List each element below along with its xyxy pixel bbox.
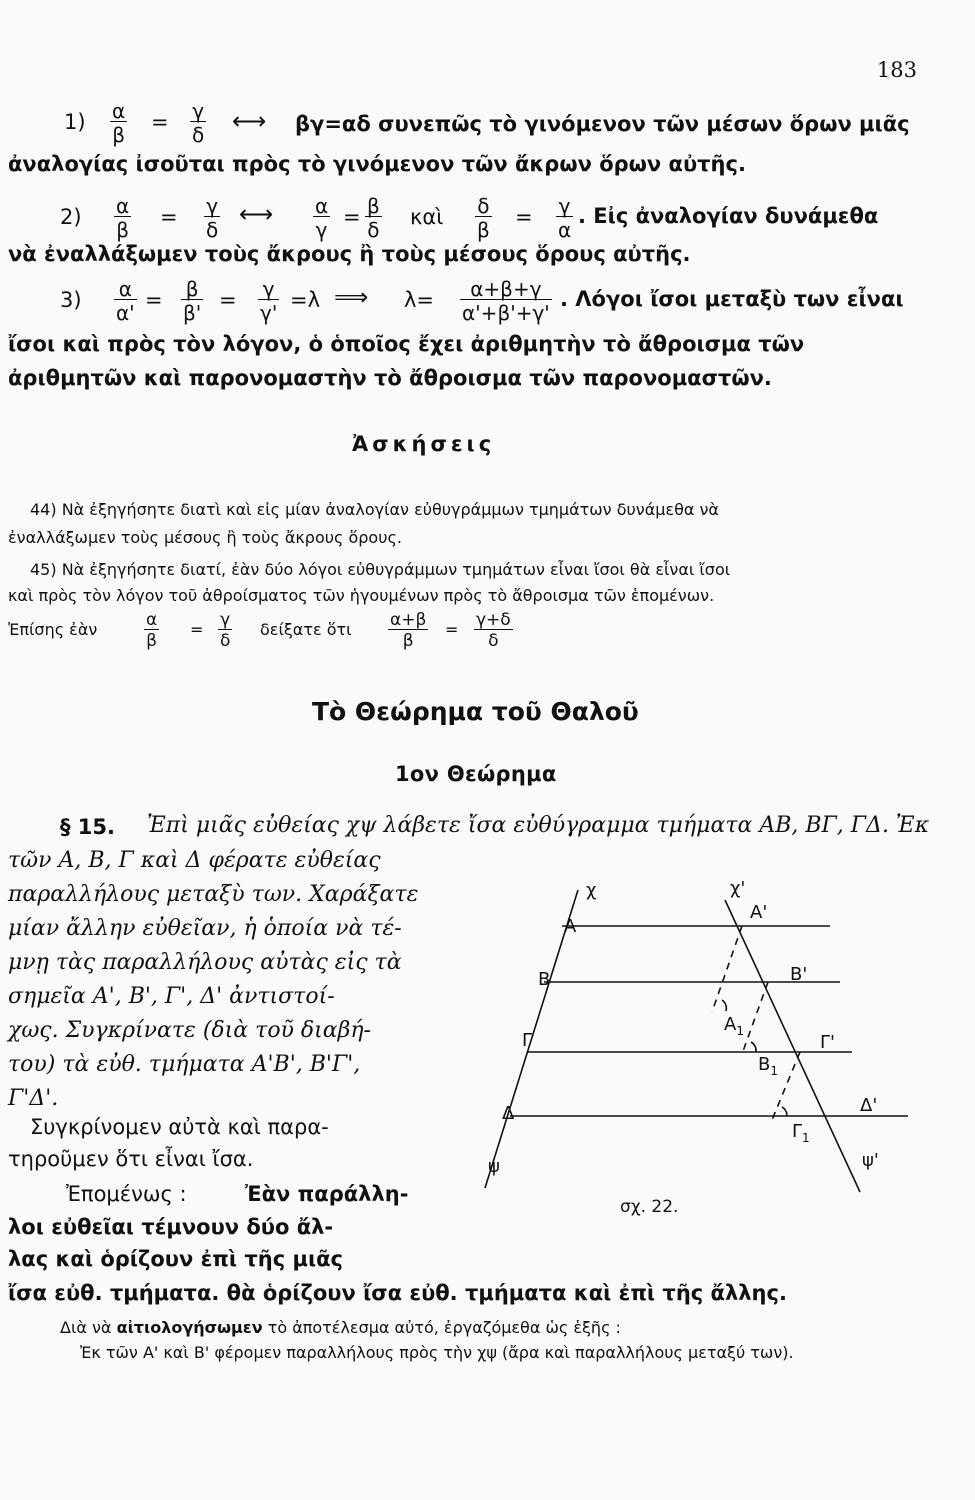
label-A2: Α' [750,902,768,923]
label-x: χ [586,880,597,901]
exercise-44-line1: 44) Νὰ ἐξηγήσητε διατὶ καὶ εἰς μίαν ἀναλογίαν εὐθυγράμμων τμημάτων δυνάμεθα νὰ [30,500,719,519]
angle-mark-G1 [782,1107,787,1116]
fraction-a-b: $\frac{\alpha}{\beta}$ [116,194,130,242]
exercises-title: Ἀσκήσεις [352,432,496,456]
fraction-g-d: $\frac{\gamma}{\delta}$ [206,194,219,242]
implies-arrow: ⟹ [334,283,369,311]
item-2-text-line1: . Εἰς ἀναλογίαν δυνάμεθα [578,204,879,228]
equals-sign: = [219,288,237,312]
dashed-parallel-from-A2 [712,926,742,1012]
fraction-b-b-prime: $\frac{\beta}{\beta'}$ [183,277,202,325]
label-y: ψ [488,1156,500,1177]
conclusion-line-3: λας καὶ ὁρίζουν ἐπὶ τῆς μιᾶς [8,1247,344,1271]
label-D: Δ [502,1103,515,1124]
compare-line-1: Συγκρίνομεν αὐτὰ καὶ παρα- [30,1115,329,1139]
proof-rest: τὸ ἀποτέλεσμα αὐτό, ἐργαζόμεθα ὡς ἑξῆς : [267,1318,621,1337]
theorem-line-6: σημεῖα Α', Β', Γ', Δ' ἀντιστοί- [8,984,335,1009]
theorem-subtitle: 1ον Θεώρημα [395,762,557,786]
label-y2: ψ' [862,1150,879,1171]
figure-caption: σχ. 22. [620,1197,679,1217]
thales-figure [480,870,940,1220]
equals-sign: = [190,620,204,639]
fraction-a-g: $\frac{\alpha}{\gamma}$ [315,194,329,242]
item-3-text-line3: ἀριθμητῶν καὶ παρονομαστὴν τὸ ἄθροισμα τῶν παρονομαστῶν. [8,366,772,390]
conclusion-line-2: λοι εὐθεῖαι τέμνουν δύο ἄλ- [8,1215,334,1239]
lambda-label: λ= [404,288,435,312]
fraction-a-a-prime: $\frac{\alpha}{\alpha'}$ [116,277,135,325]
equivalence-arrow: ⟷ [232,107,267,135]
item-1-text-line2: ἀναλογίας ἰσοῦται πρὸς τὸ γινόμενον τῶν ἄκρων ὅρων αὐτῆς. [8,152,746,176]
fraction-g-a: $\frac{\gamma}{\alpha}$ [558,194,572,242]
equals-sign: = [160,205,178,229]
item-3-text-line1: . Λόγοι ἴσοι μεταξὺ των εἶναι [560,287,904,311]
lambda-equality: =λ [290,288,321,312]
proof-intro [60,1318,621,1337]
exercise-45-line1: 45) Νὰ ἐξηγήσητε διατί, ἐὰν δύο λόγοι εὐθυγράμμων τμημάτων εἶναι ἴσοι θὰ εἶναι ἴσοι [30,560,731,579]
compare-line-2: τηροῦμεν ὅτι εἶναι ἴσα. [8,1147,254,1171]
fraction-a-b: $\frac{\alpha}{\beta}$ [146,610,158,651]
label-B: Β [538,969,551,990]
theorem-line-1: Ἐπὶ μιᾶς εὐθείας χψ λάβετε ἴσα εὐθύγραμμα τμήματα ΑΒ, ΒΓ, ΓΔ. Ἐκ [147,813,930,838]
theorem-line-2: τῶν Α, Β, Γ καὶ Δ φέρατε εὐθείας [8,848,381,873]
fraction-a-b: $\frac{\alpha}{\beta}$ [112,99,126,147]
label-D2: Δ' [860,1095,878,1116]
equals-sign: = [445,620,459,639]
label-A: Α [564,916,577,937]
label-x2: χ' [730,878,746,899]
fraction-b-d: $\frac{\beta}{\delta}$ [367,194,380,242]
exercise-45-line2: καὶ πρὸς τὸν λόγον τοῦ ἀθροίσματος τῶν ἡγουμένων πρὸς τὸ ἄθροισμα τῶν ἑπομένων. [8,586,715,605]
conclusion-line-1: Ἐὰν παράλλη- [245,1182,409,1206]
label-G1: $\Gamma_1$ [792,1121,810,1145]
equals-sign: = [151,110,169,134]
fraction-sum-ratio: $\frac{\alpha+\beta+\gamma}{\alpha'+\beta'+\gamma'}$ [462,277,550,325]
label-B1: $B_1$ [758,1054,778,1078]
equivalence-arrow: ⟷ [239,200,274,228]
and-word: καὶ [410,205,444,229]
conclusion-lead: Ἐπομένως : [66,1182,187,1206]
label-A1: $A_1$ [724,1014,744,1038]
fraction-g-plus-d: $\frac{\gamma+\delta}{\delta}$ [476,610,511,651]
page-number: 183 [876,58,917,82]
theorem-line-7: χως. Συγκρίνατε (διὰ τοῦ διαβή- [8,1018,371,1043]
angle-mark-A1 [722,1000,726,1011]
proof-line-2: Ἐκ τῶν Α' καὶ Β' φέρομεν παραλλήλους πρὸς τὴν χψ (ἄρα καὶ παραλλήλους μεταξύ των). [80,1343,794,1362]
fraction-d-b: $\frac{\delta}{\beta}$ [477,194,490,242]
item-1-number: 1) [64,110,86,134]
item-2-number: 2) [60,205,82,229]
theorem-line-5: μνῃ τὰς παραλλήλους αὐτὰς εἰς τὰ [8,950,402,975]
conclusion-line-4: ἴσα εὐθ. τμήματα. θὰ ὁρίζουν ἴσα εὐθ. τμήματα καὶ ἐπὶ τῆς ἄλλης. [8,1281,787,1305]
item-1-text-line1: βγ=αδ συνεπῶς τὸ γινόμενον τῶν μέσων ὅρων μιᾶς [295,112,910,136]
theorem-line-4: μίαν ἄλλην εὐθεῖαν, ἡ ὁποία νὰ τέ- [8,916,402,941]
fraction-g-d: $\frac{\gamma}{\delta}$ [220,610,231,651]
exercise-show-that: δείξατε ὅτι [260,620,352,639]
item-3-number: 3) [60,288,82,312]
theorem-line-3: παραλλήλους μεταξὺ των. Χαράξατε [8,882,419,907]
fraction-g-g-prime: $\frac{\gamma}{\gamma'}$ [260,277,278,325]
equals-sign: = [515,205,533,229]
exercise-also-if: Ἐπίσης ἐὰν [8,620,98,639]
equals-sign: = [145,288,163,312]
section-15-label: § 15. [60,815,116,839]
fraction-g-d: $\frac{\gamma}{\delta}$ [192,99,205,147]
label-G: Γ [522,1030,533,1051]
theorem-line-9: Γ'Δ'. [8,1086,59,1111]
item-3-text-line2: ἴσοι καὶ πρὸς τὸν λόγον, ὁ ὁποῖος ἔχει ἀριθμητὴν τὸ ἄθροισμα τῶν [8,332,805,356]
theorem-title: Τὸ Θεώρημα τοῦ Θαλοῦ [312,697,639,726]
proof-prefix: Διὰ νὰ [60,1318,112,1337]
equals-sign: = [343,205,361,229]
exercise-44-line2: ἐναλλάξωμεν τοὺς μέσους ἢ τοὺς ἄκρους ὅρους. [8,528,402,547]
angle-mark-B1 [751,1042,756,1052]
proof-bold-word: αἰτιολογήσωμεν [116,1318,263,1337]
fraction-a-plus-b: $\frac{\alpha+\beta}{\beta}$ [390,610,427,651]
label-B2: Β' [790,964,808,985]
item-2-text-line2: νὰ ἐναλλάξωμεν τοὺς ἄκρους ἢ τοὺς μέσους ὅρους αὐτῆς. [8,242,691,266]
theorem-line-8: του) τὰ εὐθ. τμήματα Α'Β', Β'Γ', [8,1052,361,1077]
dashed-parallel-from-B2 [742,982,768,1054]
label-G2: Γ' [820,1032,835,1053]
